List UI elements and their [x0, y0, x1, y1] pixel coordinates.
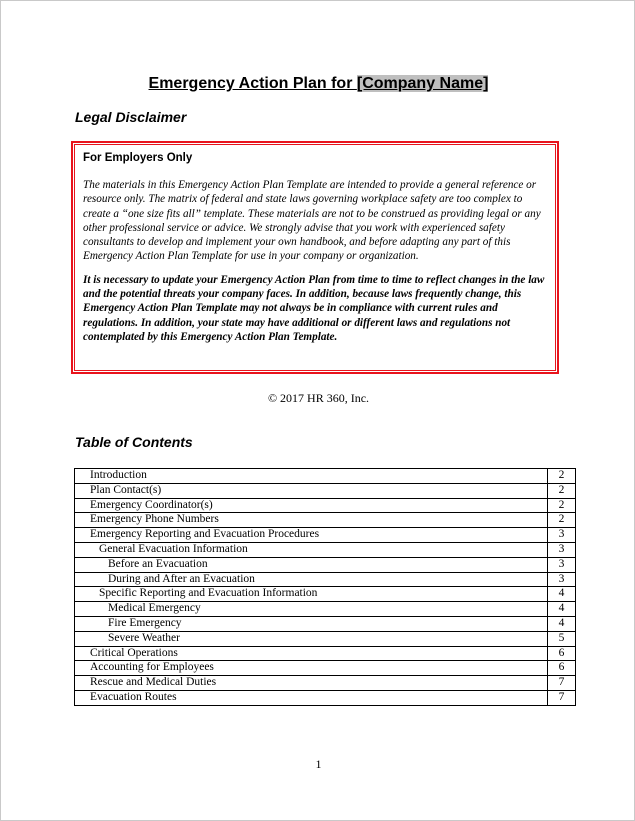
toc-page: 6: [548, 661, 576, 676]
toc-row: [75, 676, 576, 691]
toc-entry: Emergency Reporting and Evacuation Procedures: [75, 528, 548, 543]
toc-page: 2: [548, 513, 576, 528]
toc-row: [75, 572, 576, 587]
toc-entry: Medical Emergency: [75, 602, 548, 617]
toc-entry: Specific Reporting and Evacuation Information: [75, 587, 548, 602]
toc-page: 3: [548, 542, 576, 557]
toc-entry: Severe Weather: [75, 631, 548, 646]
toc-page: 2: [548, 469, 576, 484]
toc-row: [75, 690, 576, 705]
toc-page: 3: [548, 528, 576, 543]
disclaimer-paragraph-2: It is necessary to update your Emergency Action Plan from time to time to reflect changes in the law and the potential threats your company faces. In addition, because laws frequently change, this Emergency Action Plan Template may not always be in compliance with current rules and regulations. In addition, your state may have additional or different laws and regulations not contemplated by this Emergency Action Plan Template.: [83, 273, 545, 343]
title-prefix: Emergency Action Plan for: [148, 75, 357, 92]
disclaimer-heading: For Employers Only: [83, 152, 193, 164]
toc-entry: During and After an Evacuation: [75, 572, 548, 587]
toc-entry: Accounting for Employees: [75, 661, 548, 676]
copyright-notice: © 2017 HR 360, Inc.: [267, 391, 370, 405]
toc-page: 2: [548, 483, 576, 498]
toc-heading: Table of Contents: [75, 434, 193, 450]
page-title: [1, 75, 635, 93]
disclaimer-box: [71, 141, 559, 374]
toc-page: 7: [548, 690, 576, 705]
toc-page: 7: [548, 676, 576, 691]
toc-page: 5: [548, 631, 576, 646]
toc-page: 4: [548, 616, 576, 631]
toc-entry: Before an Evacuation: [75, 557, 548, 572]
disclaimer-inner: [74, 144, 556, 371]
toc-row: [75, 661, 576, 676]
toc-entry: Emergency Coordinator(s): [75, 498, 548, 513]
toc-row: [75, 631, 576, 646]
toc-page: 6: [548, 646, 576, 661]
toc-entry: General Evacuation Information: [75, 542, 548, 557]
toc-entry: Plan Contact(s): [75, 483, 548, 498]
toc-page: 4: [548, 602, 576, 617]
toc-page: 3: [548, 557, 576, 572]
toc-entry: Critical Operations: [75, 646, 548, 661]
page-number: 1: [315, 757, 322, 771]
toc-entry: Fire Emergency: [75, 616, 548, 631]
toc-page: 2: [548, 498, 576, 513]
toc-row: [75, 542, 576, 557]
toc-page: 3: [548, 572, 576, 587]
toc-entry: Rescue and Medical Duties: [75, 676, 548, 691]
toc-row: [75, 498, 576, 513]
toc-row: [75, 646, 576, 661]
toc-row: [75, 557, 576, 572]
toc-row: [75, 616, 576, 631]
toc-row: [75, 602, 576, 617]
toc-entry: Emergency Phone Numbers: [75, 513, 548, 528]
toc-row: [75, 528, 576, 543]
toc-page: 4: [548, 587, 576, 602]
table-of-contents: [74, 468, 576, 706]
toc-entry: Evacuation Routes: [75, 690, 548, 705]
toc-row: [75, 587, 576, 602]
legal-disclaimer-heading: Legal Disclaimer: [75, 109, 187, 125]
company-name-placeholder: [Company Name]: [356, 75, 489, 92]
toc-row: [75, 513, 576, 528]
toc-entry: Introduction: [75, 469, 548, 484]
toc-row: [75, 483, 576, 498]
disclaimer-paragraph-1: The materials in this Emergency Action Plan Template are intended to provide a general reference or resource only. The matrix of federal and state laws governing workplace safety are too complex to create a “one size fits all” template. These materials are not to be construed as providing legal or any other professional service or advice. We strongly advise that you work with experienced safety consultants to develop and implement your own handbook, and before adapting any part of this Emergency Action Plan Template for use in your company or organization.: [83, 179, 541, 263]
toc-row: [75, 469, 576, 484]
